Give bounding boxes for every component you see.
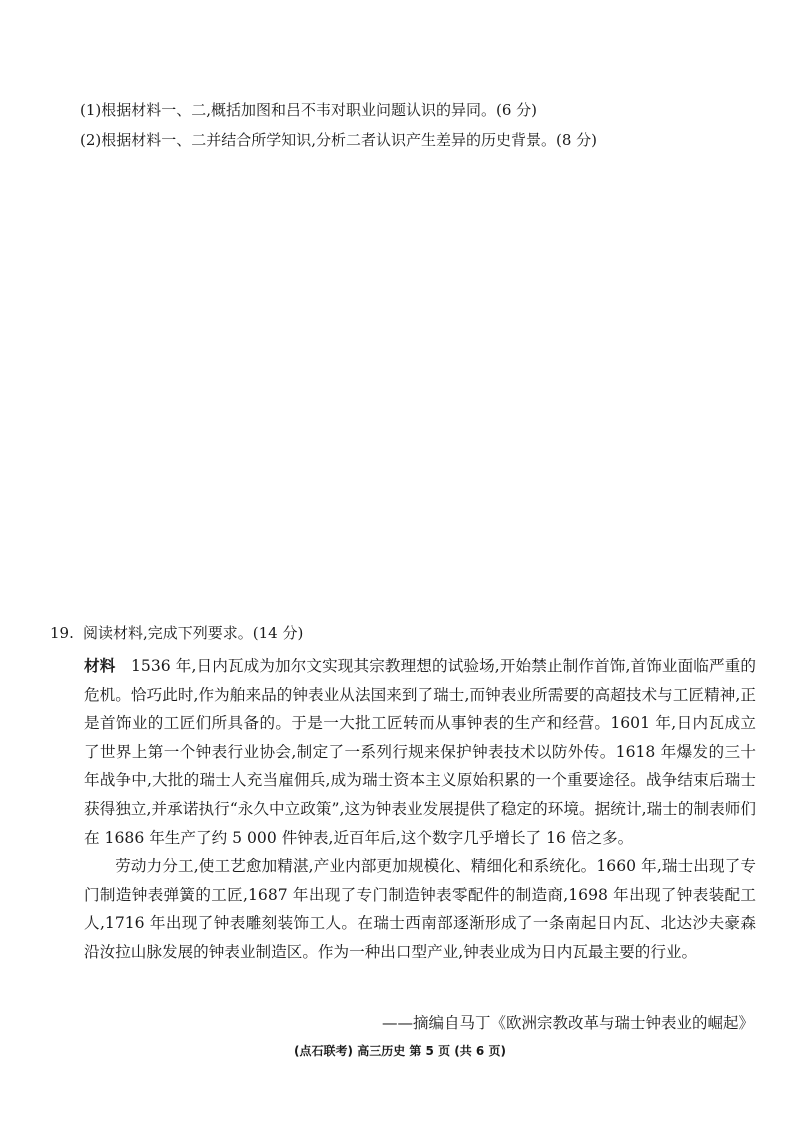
page-footer: (点石联考) 高三历史 第 5 页 (共 6 页): [294, 1044, 506, 1058]
question-19-header: [50, 622, 303, 644]
material-source: ——摘编自马丁《欧洲宗教改革与瑞士钟表业的崛起》: [381, 1014, 754, 1032]
material-block: [84, 652, 756, 967]
question-instruction: 阅读材料,完成下列要求。(14 分): [83, 624, 304, 642]
question-18-part-1: (1)根据材料一、二,概括加图和吕不韦对职业问题认识的异同。(6 分): [80, 101, 538, 119]
question-18-part-2: (2)根据材料一、二并结合所学知识,分析二者认识产生差异的历史背景。(8 分): [80, 131, 598, 149]
material-paragraph-1: [84, 652, 756, 852]
material-paragraph-2: 劳动力分工,使工艺愈加精湛,产业内部更加规模化、精细化和系统化。1660 年,瑞士出现了专门制造钟表弹簧的工匠,1687 年出现了专门制造钟表零配件的制造商,1698 年出现了钟表装配工人,1716 年出现了钟表雕刻装饰工人。在瑞士西南部逐渐形成了一条南起日内瓦、北达沙夫豪森沿汝拉山脉发展的钟表业制造区。作为一种出口型产业,钟表业成为日内瓦最主要的行业。: [84, 857, 756, 961]
material-paragraph-1-text: 1536 年,日内瓦成为加尔文实现其宗教理想的试验场,开始禁止制作首饰,首饰业面临严重的危机。恰巧此时,作为舶来品的钟表业从法国来到了瑞士,而钟表业所需要的高超技术与工匠精神,正是首饰业的工匠们所具备的。于是一大批工匠转而从事钟表的生产和经营。1601 年,日内瓦成立了世界上第一个钟表行业协会,制定了一系列行规来保护钟表技术以防外传。1618 年爆发的三十年战争中,大批的瑞士人充当雇佣兵,成为瑞士资本主义原始积累的一个重要途径。战争结束后瑞士获得独立,并承诺执行“永久中立政策”,这为钟表业发展提供了稳定的环境。据统计,瑞士的制表师们在 1686 年生产了约 5 000 件钟表,近百年后,这个数字几乎增长了 16 倍之多。: [84, 657, 756, 847]
question-number: 19.: [50, 624, 74, 642]
material-label: 材料: [84, 657, 116, 675]
